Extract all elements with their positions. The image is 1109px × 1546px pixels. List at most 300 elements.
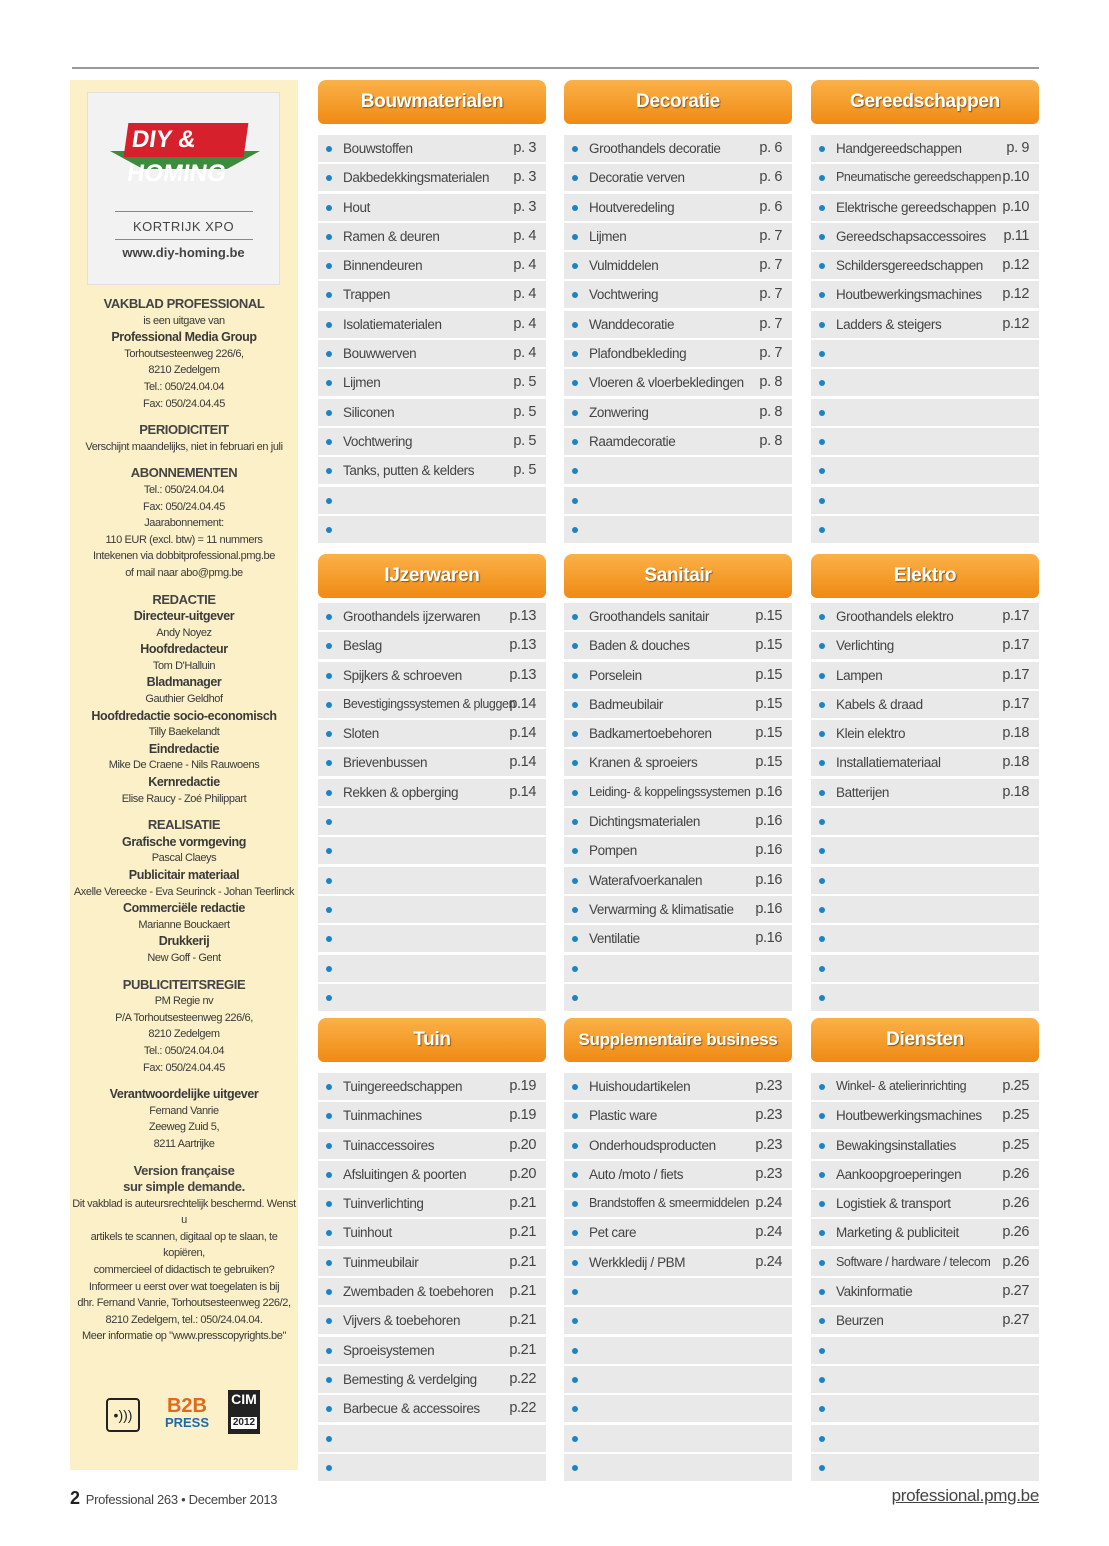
list-item[interactable] — [318, 749, 546, 776]
colophon-line: Tel.: 050/24.04.04 — [143, 1044, 225, 1057]
bullet-icon — [819, 410, 825, 416]
item-label: Groothandels elektro — [836, 609, 954, 624]
bullet-icon — [819, 1172, 825, 1178]
list-item[interactable] — [318, 311, 546, 338]
b2b-text: B2B — [166, 1395, 207, 1417]
item-label: Raamdecoratie — [589, 433, 676, 449]
item-label: Vulmiddelen — [589, 258, 659, 274]
item-page: p.11 — [1003, 227, 1029, 244]
item-page: p.26 — [1002, 1195, 1029, 1212]
bullet-icon — [326, 1318, 332, 1324]
item-label: Plafondbekleding — [589, 346, 687, 362]
item-page: p.24 — [755, 1224, 782, 1241]
item-page: p.26 — [1002, 1253, 1029, 1270]
list-item — [811, 369, 1039, 396]
list-item[interactable] — [564, 837, 792, 864]
list-item[interactable] — [318, 1278, 546, 1305]
colophon-line: Axelle Vereecke - Eva Seurinck - Johan Teerlinck — [73, 885, 295, 898]
list-item[interactable] — [318, 340, 546, 367]
colophon-role: Verantwoordelijke uitgever — [109, 1087, 259, 1102]
list-item[interactable] — [318, 223, 546, 250]
category-title[interactable]: Gereedschappen — [811, 80, 1039, 124]
item-label: Lampen — [836, 667, 883, 683]
item-page: p. 6 — [759, 140, 782, 156]
category-list — [564, 135, 792, 543]
colophon-role: Publicitair materiaal — [128, 868, 240, 882]
item-label: Zonwering — [589, 404, 649, 420]
item-label: Isolatiematerialen — [343, 316, 442, 332]
list-item — [318, 984, 546, 1011]
colophon-role: Professional Media Group — [111, 330, 257, 345]
list-item[interactable] — [318, 135, 546, 162]
category-title[interactable]: Sanitair — [564, 554, 792, 598]
list-item[interactable] — [811, 1102, 1039, 1129]
colophon-gap — [70, 582, 298, 592]
diy-homing-logo[interactable] — [87, 92, 280, 285]
bullet-icon — [819, 263, 825, 269]
list-item[interactable] — [318, 194, 546, 221]
category-title[interactable]: Decoratie — [564, 80, 792, 124]
category-block — [811, 554, 1039, 1013]
bullet-icon — [819, 1377, 825, 1383]
list-item[interactable] — [318, 779, 546, 806]
item-page: p. 6 — [759, 198, 782, 215]
item-page: p. 5 — [513, 403, 536, 420]
colophon-line: of mail naar abo@pmg.be — [125, 566, 243, 579]
item-page: p. 7 — [759, 227, 782, 244]
item-label: Pompen — [589, 843, 637, 859]
item-page: p. 8 — [759, 432, 782, 449]
item-page: p.14 — [509, 725, 536, 742]
list-item[interactable] — [564, 662, 792, 689]
cim-year: 2012 — [230, 1416, 258, 1430]
bullet-icon — [326, 1436, 332, 1442]
list-item[interactable] — [811, 135, 1039, 162]
list-item[interactable] — [564, 311, 792, 338]
bullet-icon — [326, 1084, 332, 1090]
item-label: Leiding- & koppelingssystemen — [589, 784, 751, 799]
item-page: p.20 — [509, 1165, 536, 1182]
item-label: Dichtingsmaterialen — [589, 814, 700, 830]
list-item — [811, 1366, 1039, 1393]
logo-subtitle: KORTRIJK XPO — [132, 219, 235, 234]
item-page: p.17 — [1002, 608, 1029, 624]
footer-issue — [70, 1488, 277, 1509]
item-label: Brievenbussen — [343, 755, 428, 771]
colophon-gap — [70, 807, 298, 817]
bullet-icon — [819, 1436, 825, 1442]
list-item[interactable] — [564, 369, 792, 396]
list-item — [564, 955, 792, 982]
list-item[interactable] — [811, 603, 1039, 630]
list-item[interactable] — [318, 1219, 546, 1246]
list-item[interactable] — [318, 691, 546, 718]
list-item[interactable] — [811, 164, 1039, 191]
list-item — [564, 1366, 792, 1393]
bullet-icon — [572, 1289, 578, 1295]
list-item[interactable] — [564, 925, 792, 952]
list-item[interactable] — [318, 1395, 546, 1422]
list-item[interactable] — [318, 662, 546, 689]
list-item — [318, 925, 546, 952]
bullet-icon — [326, 1143, 332, 1149]
item-label: Hout — [343, 199, 370, 215]
bullet-icon — [819, 1201, 825, 1207]
list-item[interactable] — [564, 281, 792, 308]
list-item[interactable] — [564, 749, 792, 776]
list-item[interactable] — [811, 1132, 1039, 1159]
item-label: Winkel- & atelierinrichting — [836, 1079, 967, 1093]
item-label: Tuingereedschappen — [343, 1079, 463, 1094]
logo-banner — [108, 121, 260, 187]
item-page: p.14 — [509, 695, 536, 712]
item-page: p.17 — [1002, 666, 1029, 683]
item-page: p.12 — [1002, 315, 1029, 332]
bullet-icon — [326, 1465, 332, 1471]
list-item[interactable] — [564, 1161, 792, 1188]
list-item[interactable] — [318, 720, 546, 747]
list-item[interactable] — [564, 867, 792, 894]
list-item — [811, 340, 1039, 367]
list-item[interactable] — [564, 1073, 792, 1100]
category-block — [564, 1018, 792, 1483]
bullet-icon — [572, 936, 578, 942]
item-page: p.22 — [509, 1400, 536, 1417]
bullet-icon — [572, 468, 578, 474]
category-title[interactable]: IJzerwaren — [318, 554, 546, 598]
list-item — [564, 1395, 792, 1422]
list-item[interactable] — [811, 1190, 1039, 1217]
item-page: p.16 — [755, 930, 782, 947]
item-page: p.21 — [509, 1312, 536, 1329]
bullet-icon — [819, 702, 825, 708]
list-item[interactable] — [564, 603, 792, 630]
bullet-icon — [326, 1406, 332, 1412]
item-label: Groothandels decoratie — [589, 141, 721, 156]
list-item[interactable] — [318, 1307, 546, 1334]
list-item — [318, 867, 546, 894]
bullet-icon — [572, 907, 578, 913]
item-label: Groothandels sanitair — [589, 609, 709, 624]
item-page: p.21 — [509, 1224, 536, 1241]
list-item[interactable] — [318, 1102, 546, 1129]
list-item — [811, 1454, 1039, 1481]
list-item[interactable] — [564, 1132, 792, 1159]
bullet-icon — [326, 643, 332, 649]
bullet-icon — [326, 1201, 332, 1207]
list-item[interactable] — [811, 1073, 1039, 1100]
list-item — [811, 837, 1039, 864]
item-label: Houtbewerkingsmachines — [836, 287, 982, 303]
bullet-icon — [819, 1318, 825, 1324]
item-page: p. 7 — [759, 286, 782, 303]
colophon-line: 8210 Zedelgem — [148, 1028, 220, 1041]
item-page: p.15 — [755, 754, 782, 771]
list-item[interactable] — [811, 691, 1039, 718]
item-page: p. 3 — [513, 198, 536, 215]
list-item[interactable] — [318, 632, 546, 659]
list-item — [318, 1454, 546, 1481]
item-page: p.13 — [509, 637, 536, 654]
list-item[interactable] — [811, 311, 1039, 338]
colophon-line: Informeer u eerst over wat toegelaten is bij — [88, 1280, 280, 1293]
bullet-icon — [572, 1318, 578, 1324]
list-item[interactable] — [811, 1161, 1039, 1188]
item-label: Batterijen — [836, 784, 890, 800]
category-list — [811, 135, 1039, 543]
bullet-icon — [326, 498, 332, 504]
item-label: Sproeisystemen — [343, 1342, 435, 1358]
list-item — [318, 1425, 546, 1452]
list-item[interactable] — [318, 399, 546, 426]
item-label: Tuinverlichting — [343, 1196, 424, 1212]
bullet-icon — [326, 819, 332, 825]
colophon-line: New Goff - Gent — [147, 951, 221, 964]
bullet-icon — [572, 848, 578, 854]
list-item[interactable] — [811, 281, 1039, 308]
bullet-icon — [819, 1084, 825, 1090]
list-item[interactable] — [811, 1249, 1039, 1276]
list-item[interactable] — [811, 1307, 1039, 1334]
bullet-icon — [819, 1230, 825, 1236]
list-item[interactable] — [318, 164, 546, 191]
logo-divider — [115, 239, 253, 240]
item-label: Tanks, putten & kelders — [343, 463, 475, 479]
list-item[interactable] — [564, 1249, 792, 1276]
category-list — [564, 603, 792, 1011]
colophon — [70, 296, 298, 1345]
logo-url[interactable]: www.diy-homing.be — [122, 245, 245, 260]
list-item[interactable] — [564, 223, 792, 250]
item-label: Barbecue & accessoires — [343, 1401, 480, 1417]
bullet-icon — [326, 1260, 332, 1266]
item-label: Onderhoudsproducten — [589, 1137, 716, 1153]
list-item[interactable] — [564, 808, 792, 835]
item-page: p. 5 — [513, 432, 536, 449]
item-label: Binnendeuren — [343, 258, 423, 274]
bullet-icon — [572, 146, 578, 152]
item-label: Waterafvoerkanalen — [589, 872, 703, 888]
list-item[interactable] — [318, 252, 546, 279]
list-item[interactable] — [811, 632, 1039, 659]
bullet-icon — [326, 263, 332, 269]
list-item[interactable] — [318, 281, 546, 308]
item-page: p. 5 — [513, 374, 536, 391]
colophon-heading: ABONNEMENTEN — [130, 465, 238, 481]
issue-text: Professional 263 • December 2013 — [85, 1492, 278, 1507]
list-item — [564, 1307, 792, 1334]
bullet-icon — [572, 1465, 578, 1471]
item-page: p.27 — [1002, 1283, 1029, 1300]
bullet-icon — [326, 468, 332, 474]
bullet-icon — [819, 205, 825, 211]
colophon-line: Andy Noyez — [156, 626, 212, 639]
list-item[interactable] — [564, 720, 792, 747]
item-label: Zwembaden & toebehoren — [343, 1284, 494, 1300]
list-item — [811, 457, 1039, 484]
item-page: p.10 — [1002, 198, 1029, 215]
list-item[interactable] — [564, 896, 792, 923]
item-label: Elektrische gereedschappen — [836, 199, 996, 215]
item-label: Dakbedekkingsmaterialen — [343, 170, 490, 186]
bullet-icon — [326, 878, 332, 884]
bullet-icon — [326, 702, 332, 708]
bullet-icon — [326, 790, 332, 796]
category-title[interactable]: Diensten — [811, 1018, 1039, 1062]
list-item — [811, 925, 1039, 952]
list-item[interactable] — [564, 1102, 792, 1129]
bullet-icon — [572, 614, 578, 620]
list-item[interactable] — [564, 691, 792, 718]
bullet-icon — [326, 205, 332, 211]
item-page: p.16 — [755, 900, 782, 917]
list-item — [564, 487, 792, 514]
category-block — [564, 80, 792, 545]
bullet-icon — [572, 1406, 578, 1412]
category-block — [318, 1018, 546, 1483]
item-label: Porselein — [589, 667, 642, 683]
item-page: p.26 — [1002, 1224, 1029, 1241]
bullet-icon — [572, 878, 578, 884]
list-item[interactable] — [564, 779, 792, 806]
list-item[interactable] — [318, 1190, 546, 1217]
list-item[interactable] — [811, 194, 1039, 221]
colophon-heading: PERIODICITEIT — [139, 422, 229, 438]
list-item — [811, 1337, 1039, 1364]
item-page: p.19 — [509, 1107, 536, 1124]
category-block — [811, 1018, 1039, 1483]
bullet-icon — [572, 410, 578, 416]
colophon-line: Intekenen via dobbitprofessional.pmg.be — [93, 550, 275, 563]
item-page: p.25 — [1002, 1078, 1029, 1094]
list-item[interactable] — [564, 194, 792, 221]
list-item — [318, 896, 546, 923]
footer-site-link[interactable]: professional.pmg.be — [891, 1486, 1039, 1505]
item-label: Sloten — [343, 726, 379, 742]
bullet-icon — [572, 1348, 578, 1354]
list-item[interactable] — [811, 749, 1039, 776]
list-item[interactable] — [318, 369, 546, 396]
colophon-line: Pascal Claeys — [151, 852, 217, 865]
list-item[interactable] — [564, 135, 792, 162]
list-item[interactable] — [564, 1190, 792, 1217]
item-page: p.22 — [509, 1370, 536, 1387]
colophon-line: Marianne Bouckaert — [138, 918, 230, 931]
bullet-icon — [819, 1465, 825, 1471]
item-label: Vakinformatie — [836, 1284, 913, 1300]
list-item[interactable] — [811, 223, 1039, 250]
item-page: p.16 — [755, 842, 782, 859]
category-list — [811, 603, 1039, 1011]
list-item[interactable] — [564, 164, 792, 191]
bullet-icon — [572, 1084, 578, 1090]
item-label: Lijmen — [589, 228, 627, 244]
item-label: Trappen — [343, 287, 390, 303]
item-label: Plastic ware — [589, 1108, 657, 1124]
list-item[interactable] — [564, 399, 792, 426]
category-title[interactable]: Supplementaire business — [564, 1018, 792, 1062]
item-label: Groothandels ijzerwaren — [343, 609, 481, 624]
bullet-icon — [326, 146, 332, 152]
logo-divider — [115, 211, 253, 212]
bullet-icon — [819, 1113, 825, 1119]
bullet-icon — [326, 995, 332, 1001]
bullet-icon — [819, 643, 825, 649]
category-title[interactable]: Tuin — [318, 1018, 546, 1062]
bullet-icon — [819, 995, 825, 1001]
list-item — [564, 1425, 792, 1452]
colophon-line: dhr. Fernand Vanrie, Torhoutsesteenweg 226/2, — [77, 1297, 291, 1310]
item-page: p.17 — [1002, 695, 1029, 712]
bullet-icon — [572, 702, 578, 708]
list-item[interactable] — [811, 662, 1039, 689]
bullet-icon — [819, 292, 825, 298]
category-list — [318, 135, 546, 543]
bullet-icon — [572, 292, 578, 298]
list-item[interactable] — [811, 252, 1039, 279]
list-item[interactable] — [811, 1219, 1039, 1246]
list-item[interactable] — [564, 1219, 792, 1246]
category-title[interactable]: Bouwmaterialen — [318, 80, 546, 124]
bullet-icon — [572, 1172, 578, 1178]
item-page: p. 9 — [1006, 140, 1029, 156]
item-page: p.23 — [755, 1136, 782, 1153]
list-item[interactable] — [564, 252, 792, 279]
list-item[interactable] — [318, 1132, 546, 1159]
list-item[interactable] — [564, 428, 792, 455]
list-item[interactable] — [564, 340, 792, 367]
item-page: p.16 — [755, 813, 782, 830]
list-item — [564, 457, 792, 484]
list-item — [318, 837, 546, 864]
item-page: p.18 — [1002, 725, 1029, 742]
bullet-icon — [572, 234, 578, 240]
list-item[interactable] — [811, 779, 1039, 806]
item-label: Vochtwering — [343, 433, 413, 449]
list-item[interactable] — [318, 1161, 546, 1188]
item-page: p.15 — [755, 637, 782, 654]
item-label: Lijmen — [343, 375, 381, 391]
item-page: p. 5 — [513, 462, 536, 479]
item-label: Ladders & steigers — [836, 316, 942, 332]
list-item[interactable] — [811, 1278, 1039, 1305]
item-label: Badkamertoebehoren — [589, 726, 712, 742]
category-title[interactable]: Elektro — [811, 554, 1039, 598]
list-item[interactable] — [318, 1073, 546, 1100]
bullet-icon — [819, 351, 825, 357]
list-item[interactable] — [564, 632, 792, 659]
item-label: Klein elektro — [836, 726, 906, 742]
item-label: Huishoudartikelen — [589, 1079, 691, 1094]
category-block — [811, 80, 1039, 545]
list-item[interactable] — [318, 457, 546, 484]
list-item[interactable] — [318, 1249, 546, 1276]
list-item — [318, 487, 546, 514]
bullet-icon — [326, 614, 332, 620]
list-item[interactable] — [811, 720, 1039, 747]
bullet-icon — [572, 1230, 578, 1236]
bullet-icon — [819, 380, 825, 386]
list-item[interactable] — [318, 603, 546, 630]
bullet-icon — [819, 1348, 825, 1354]
colophon-line: Tilly Baekelandt — [148, 726, 220, 739]
item-label: Bouwwerven — [343, 346, 417, 362]
bullet-icon — [572, 498, 578, 504]
list-item[interactable] — [318, 428, 546, 455]
bullet-icon — [572, 673, 578, 679]
list-item[interactable] — [318, 1337, 546, 1364]
list-item[interactable] — [318, 1366, 546, 1393]
